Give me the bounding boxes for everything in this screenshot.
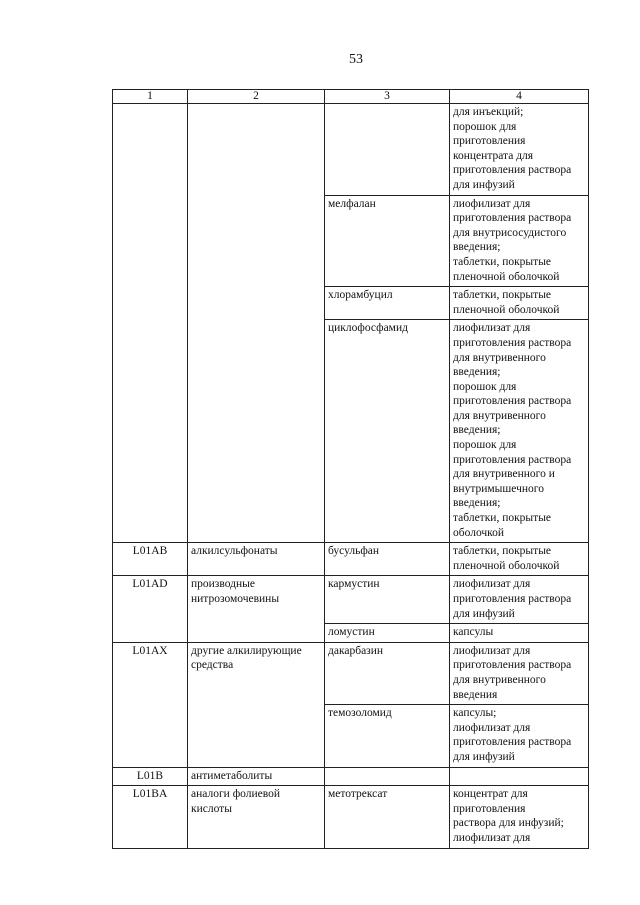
dosage-form-line: капсулы; (453, 707, 497, 720)
dosage-form-line: приготовления раствора (453, 336, 572, 349)
dosage-form-line: пленочной оболочкой (453, 303, 560, 316)
drug-name-cell (325, 104, 450, 196)
dosage-form-line: приготовления (453, 135, 526, 148)
dosage-form-line: таблетки, покрытые (453, 545, 552, 558)
drug-name: хлорамбуцил (328, 289, 393, 302)
drug-group-line: средства (191, 659, 234, 672)
atc-code-cell (113, 104, 188, 543)
header-col-2: 2 (188, 90, 325, 104)
dosage-form-line: концентрат для (453, 788, 528, 801)
dosage-form-line: введения; (453, 497, 501, 510)
dosage-form-line: введения; (453, 366, 501, 379)
dosage-form-line: таблетки, покрытые (453, 512, 552, 525)
dosage-form-line: таблетки, покрытые (453, 255, 552, 268)
drug-name-cell (325, 195, 450, 287)
drug-name: мелфалан (328, 197, 376, 210)
dosage-form-line: лиофилизат для (453, 322, 531, 335)
drug-group-line: алкилсульфонаты (191, 545, 278, 558)
drug-group-line: кислоты (191, 802, 232, 815)
table-row (113, 543, 589, 576)
drug-group-cell (188, 767, 325, 786)
dosage-form-line: приготовления раствора (453, 212, 572, 225)
drug-group-cell (188, 104, 325, 543)
dosage-form-line: внутримышечного (453, 482, 544, 495)
dosage-form-line: для внутривенного и (453, 468, 555, 481)
dosage-form-line: оболочкой (453, 526, 505, 539)
drug-name-cell (325, 624, 450, 643)
drug-name-cell (325, 320, 450, 543)
drug-name-cell (325, 543, 450, 576)
drug-name: ломустин (328, 626, 375, 639)
dosage-form-line: порошок для (453, 380, 517, 393)
drug-name-cell (325, 287, 450, 320)
dosage-form-cell (450, 705, 589, 767)
dosage-form-cell (450, 624, 589, 643)
dosage-form-line: введения (453, 688, 498, 701)
dosage-form-line: пленочной оболочкой (453, 270, 560, 283)
table-header-row (113, 90, 589, 104)
dosage-form-line: приготовления (453, 802, 526, 815)
atc-code-cell: L01AX (113, 642, 188, 767)
table-row (113, 642, 589, 704)
dosage-form-cell (450, 104, 589, 196)
drug-name-cell (325, 767, 450, 786)
dosage-form-line: порошок для (453, 120, 517, 133)
drug-group-line: нитрозомочевины (191, 593, 280, 605)
dosage-form-line: капсулы (453, 626, 494, 639)
header-col-4: 4 (450, 90, 589, 104)
dosage-form-cell (450, 786, 589, 848)
dosage-form-cell (450, 576, 589, 624)
drug-name: дакарбазин (328, 644, 384, 657)
dosage-form-line: приготовления раствора (453, 453, 572, 466)
dosage-form-cell (450, 642, 589, 704)
dosage-form-line: для инфузий (453, 750, 515, 763)
dosage-form-line: введения; (453, 241, 501, 254)
page-number: 53 (349, 52, 363, 67)
drug-group-line: производные (191, 578, 255, 591)
drug-group-cell (188, 543, 325, 576)
drug-name: кармустин (328, 578, 380, 591)
table-row (113, 767, 589, 786)
dosage-form-line: для внутрисосудистого (453, 226, 567, 239)
dosage-form-cell (450, 287, 589, 320)
dosage-form-line: для внутривенного (453, 409, 546, 422)
dosage-form-line: лиофилизат для (453, 721, 531, 734)
atc-code-cell: L01AB (113, 543, 188, 576)
drug-group-line: антиметаболиты (191, 769, 273, 782)
dosage-form-cell (450, 767, 589, 786)
dosage-form-line: лиофилизат для (453, 644, 531, 657)
dosage-form-line: порошок для (453, 439, 517, 452)
dosage-form-line: для инфузий (453, 607, 515, 620)
drug-name-cell (325, 576, 450, 624)
dosage-form-line: для инъекций; (453, 106, 524, 118)
drug-name: циклофосфамид (328, 322, 408, 335)
dosage-form-line: пленочной оболочкой (453, 559, 560, 572)
dosage-form-line: приготовления раствора (453, 593, 572, 605)
dosage-form-line: приготовления раствора (453, 164, 572, 177)
drug-name-cell (325, 642, 450, 704)
dosage-form-line: для инфузий (453, 178, 515, 191)
drug-group-cell (188, 576, 325, 642)
drug-name-cell (325, 705, 450, 767)
dosage-form-cell (450, 195, 589, 287)
dosage-form-line: приготовления раствора (453, 659, 572, 672)
dosage-form-line: приготовления раствора (453, 736, 572, 749)
table-row (113, 576, 589, 624)
drug-group-cell (188, 642, 325, 767)
header-col-3: 3 (325, 90, 450, 104)
table-row (113, 104, 589, 196)
drug-name: бусульфан (328, 545, 380, 558)
dosage-form-line: концентрата для (453, 149, 534, 162)
medication-table (112, 89, 589, 849)
dosage-form-line: лиофилизат для (453, 831, 531, 844)
atc-code-cell: L01B (113, 767, 188, 786)
dosage-form-line: для внутривенного (453, 673, 546, 686)
dosage-form-line: лиофилизат для (453, 578, 531, 591)
drug-name: темозоломид (328, 707, 392, 720)
drug-group-line: другие алкилирующие (191, 644, 302, 657)
drug-group-line: аналоги фолиевой (191, 788, 281, 801)
table-row (113, 786, 589, 848)
dosage-form-line: лиофилизат для (453, 197, 531, 210)
drug-name: метотрексат (328, 788, 388, 801)
dosage-form-cell (450, 320, 589, 543)
drug-group-cell (188, 786, 325, 848)
dosage-form-line: введения; (453, 424, 501, 437)
drug-name-cell (325, 786, 450, 848)
dosage-form-line: приготовления раствора (453, 395, 572, 408)
dosage-form-cell (450, 543, 589, 576)
atc-code-cell: L01BA (113, 786, 188, 848)
header-col-1: 1 (113, 90, 188, 104)
dosage-form-line: таблетки, покрытые (453, 289, 552, 302)
atc-code-cell: L01AD (113, 576, 188, 642)
dosage-form-line: раствора для инфузий; (453, 817, 564, 830)
dosage-form-line: для внутривенного (453, 351, 546, 364)
